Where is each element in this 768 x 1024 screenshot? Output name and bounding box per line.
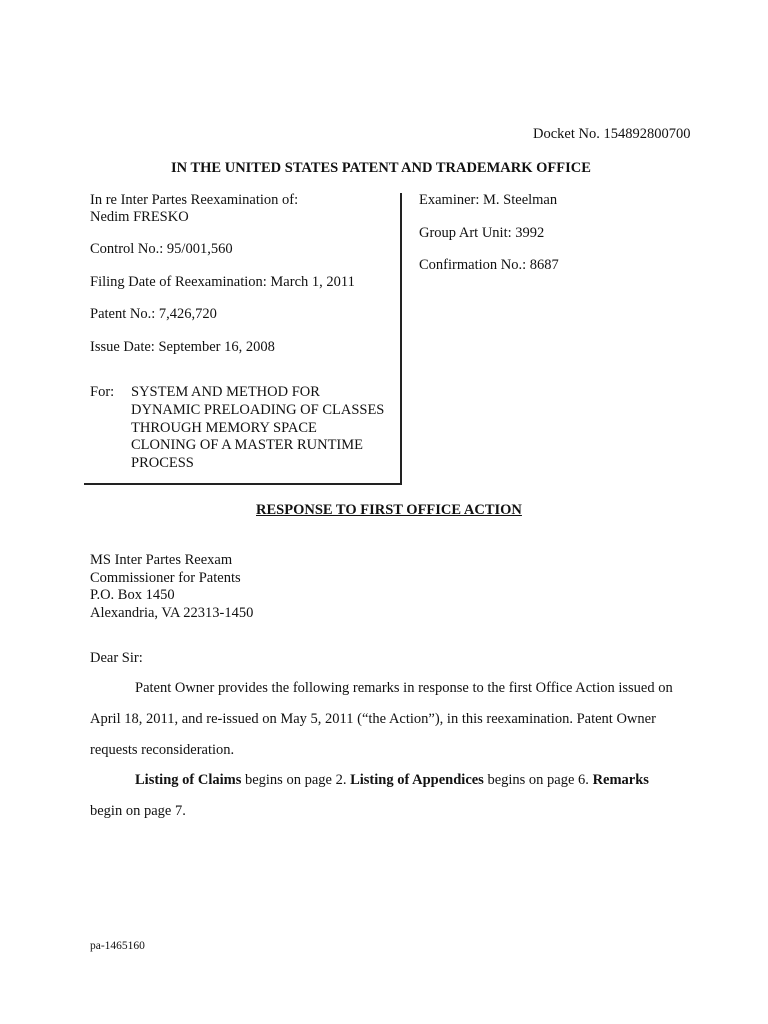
group-art-unit: Group Art Unit: 3992 [419, 224, 545, 241]
listing-of-appendices-label: Listing of Appendices [350, 772, 484, 788]
confirmation-number: Confirmation No.: 8687 [419, 257, 559, 273]
applicant-name: Nedim FRESKO [90, 208, 189, 225]
office-title: IN THE UNITED STATES PATENT AND TRADEMARK OFFICE [171, 160, 591, 176]
address-line: Commissioner for Patents [90, 569, 241, 586]
filing-date: Filing Date of Reexamination: March 1, 2011 [90, 273, 355, 290]
remarks-label: Remarks [592, 772, 649, 788]
caption-left-column [90, 192, 395, 355]
issue-date: Issue Date: September 16, 2008 [90, 338, 275, 355]
control-number: Control No.: 95/001,560 [90, 241, 233, 257]
mailing-address [90, 552, 253, 622]
patent-title-line: SYSTEM AND METHOD FOR [131, 384, 320, 400]
paragraph-line: April 18, 2011, and re-issued on May 5, 2011 (“the Action”), in this reexamination. Patent Owner [90, 711, 656, 727]
patent-title-line: DYNAMIC PRELOADING OF CLASSES [131, 401, 385, 418]
in-re-line: In re Inter Partes Reexamination of: [90, 192, 299, 208]
address-line: MS Inter Partes Reexam [90, 552, 233, 568]
patent-number: Patent No.: 7,426,720 [90, 306, 217, 322]
patent-title-line: THROUGH MEMORY SPACE [131, 419, 317, 436]
paragraph-line: begin on page 7. [90, 803, 186, 819]
response-heading: RESPONSE TO FIRST OFFICE ACTION [256, 502, 522, 518]
examiner: Examiner: M. Steelman [419, 192, 558, 208]
claims-page-text: begins on page 2. [241, 772, 351, 788]
patent-title [131, 384, 384, 473]
appendices-page-text: begins on page 6. [483, 772, 593, 788]
listing-paragraph [90, 770, 700, 832]
for-label: For: [90, 384, 115, 400]
salutation: Dear Sir: [90, 650, 143, 666]
docket-number: Docket No. 154892800700 [533, 126, 691, 142]
paragraph-line [90, 770, 700, 801]
patent-title-line: PROCESS [131, 455, 194, 472]
caption-vertical-divider [400, 193, 402, 484]
footer-document-code: pa-1465160 [90, 940, 145, 952]
remarks-paragraph [90, 678, 700, 771]
paragraph-line: requests reconsideration. [90, 742, 235, 758]
address-line: Alexandria, VA 22313-1450 [90, 604, 254, 621]
patent-title-line: CLONING OF A MASTER RUNTIME [131, 437, 364, 454]
listing-of-claims-label: Listing of Claims [135, 772, 242, 788]
paragraph-line: Patent Owner provides the following remarks in response to the first Office Action issued on [135, 680, 673, 696]
caption-right-column [419, 192, 559, 274]
caption-horizontal-divider [84, 483, 402, 485]
address-line: P.O. Box 1450 [90, 587, 175, 603]
